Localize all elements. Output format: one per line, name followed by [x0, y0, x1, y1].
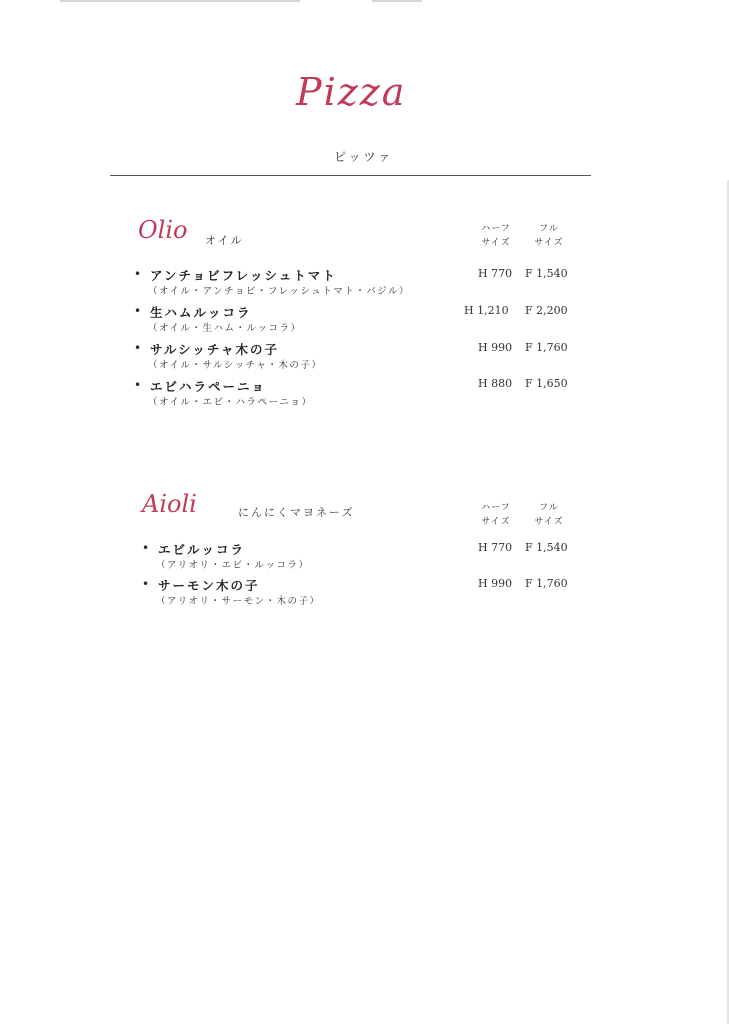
- bullet: •: [142, 577, 150, 591]
- scan-edge-top: [60, 0, 300, 2]
- price-full: F 1,650: [525, 377, 568, 390]
- price-half: H 880: [478, 377, 513, 390]
- page-title-jp: ピッツァ: [334, 150, 394, 164]
- price-half: H 1,210: [464, 304, 509, 317]
- price-half: H 770: [478, 267, 513, 280]
- item-name: 生ハムルッコラ: [150, 305, 252, 320]
- item-description: （オイル・サルシッチャ・木の子）: [148, 360, 323, 371]
- price-full: F 1,540: [525, 267, 568, 280]
- title-divider: [110, 175, 591, 176]
- bullet: •: [142, 541, 150, 555]
- price-full: F 1,540: [525, 541, 568, 554]
- column-header-half: ハーフ サイズ: [481, 503, 511, 527]
- page-title-script: Pizza: [296, 70, 407, 114]
- section-subtitle-aioli: にんにくマヨネーズ: [238, 506, 355, 519]
- column-header-full: フル サイズ: [534, 224, 564, 248]
- price-half: H 990: [478, 341, 513, 354]
- item-name: エビハラペーニョ: [150, 379, 267, 394]
- item-name: サルシッチャ木の子: [150, 342, 279, 357]
- item-description: （オイル・アンチョビ・フレッシュトマト・バジル）: [148, 286, 410, 297]
- item-name: エビルッコラ: [158, 542, 246, 557]
- bullet: •: [134, 304, 142, 318]
- bullet: •: [134, 341, 142, 355]
- section-subtitle-olio: オイル: [205, 234, 244, 247]
- item-description: （アリオリ・サーモン・木の子）: [156, 596, 321, 607]
- price-half: H 770: [478, 541, 513, 554]
- bullet: •: [134, 378, 142, 392]
- column-header-full: フル サイズ: [534, 503, 564, 527]
- item-name: アンチョビフレッシュトマト: [150, 268, 337, 283]
- price-half: H 990: [478, 577, 513, 590]
- column-header-half: ハーフ サイズ: [481, 224, 511, 248]
- price-full: F 1,760: [525, 341, 568, 354]
- item-name: サーモン木の子: [158, 578, 260, 593]
- item-description: （オイル・エビ・ハラペーニョ）: [148, 397, 313, 408]
- section-title-aioli: Aioli: [142, 490, 197, 518]
- section-title-olio: Olio: [138, 216, 188, 244]
- scan-edge-top: [372, 0, 422, 2]
- bullet: •: [134, 267, 142, 281]
- price-full: F 2,200: [525, 304, 568, 317]
- price-full: F 1,760: [525, 577, 568, 590]
- item-description: （アリオリ・エビ・ルッコラ）: [156, 560, 310, 571]
- item-description: （オイル・生ハム・ルッコラ）: [148, 323, 302, 334]
